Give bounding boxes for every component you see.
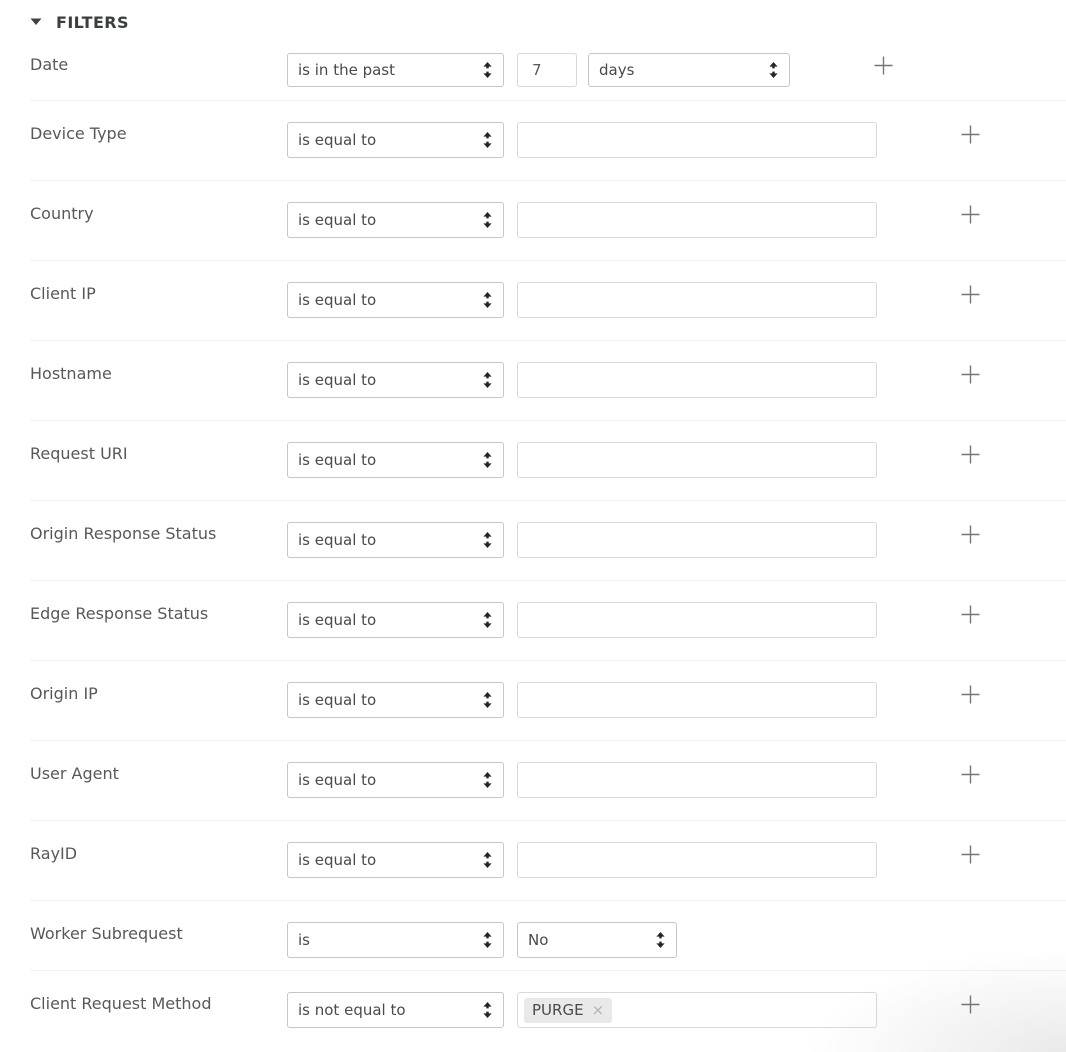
select-stepper-icon <box>483 62 492 78</box>
select-stepper-icon <box>769 62 778 78</box>
filter-value-input[interactable] <box>517 842 877 878</box>
add-filter-button[interactable] <box>961 685 980 704</box>
filter-row <box>30 901 1066 971</box>
filter-row-label: Client IP <box>30 284 96 303</box>
filter-row-controls <box>287 762 980 798</box>
add-filter-button[interactable] <box>961 845 980 864</box>
select-stepper-icon <box>483 692 492 708</box>
operator-select[interactable] <box>287 442 504 478</box>
select-stepper-icon <box>483 932 492 948</box>
operator-select-label: is equal to <box>298 531 377 549</box>
operator-select[interactable] <box>287 522 504 558</box>
add-filter-button[interactable] <box>874 56 893 75</box>
select-stepper-icon <box>483 132 492 148</box>
filter-row-controls <box>287 682 980 718</box>
operator-select-label: is equal to <box>298 211 377 229</box>
filter-row <box>30 261 1066 341</box>
filters-header <box>30 12 1066 32</box>
operator-select[interactable] <box>287 602 504 638</box>
filter-row <box>30 971 1066 1052</box>
add-filter-button[interactable] <box>961 525 980 544</box>
filter-row <box>30 501 1066 581</box>
add-filter-button[interactable] <box>961 205 980 224</box>
filter-value-input[interactable] <box>517 122 877 158</box>
filter-value-select[interactable] <box>517 922 677 958</box>
filter-value-input[interactable] <box>517 282 877 318</box>
operator-select-label: is equal to <box>298 131 377 149</box>
filter-row-label: Origin IP <box>30 684 98 703</box>
select-stepper-icon <box>483 292 492 308</box>
select-stepper-icon <box>656 932 665 948</box>
select-stepper-icon <box>483 1002 492 1018</box>
filters-title: FILTERS <box>56 12 129 32</box>
operator-select[interactable] <box>287 992 504 1028</box>
filter-row-label: Hostname <box>30 364 112 383</box>
select-stepper-icon <box>483 452 492 468</box>
duration-unit-select-label: days <box>599 61 635 79</box>
tag-chip-label: PURGE <box>532 1001 584 1019</box>
filter-row <box>30 32 1066 101</box>
operator-select[interactable] <box>287 53 504 87</box>
filter-row-controls <box>287 122 980 158</box>
filter-row-controls <box>287 992 980 1028</box>
filter-row-controls <box>287 522 980 558</box>
select-stepper-icon <box>483 772 492 788</box>
collapse-caret-icon[interactable] <box>30 18 42 26</box>
operator-select-label: is equal to <box>298 851 377 869</box>
add-filter-button[interactable] <box>961 285 980 304</box>
tag-remove-icon[interactable]: × <box>591 1000 605 1019</box>
add-filter-button[interactable] <box>961 365 980 384</box>
operator-select-label: is equal to <box>298 451 377 469</box>
filter-value-input[interactable] <box>517 602 877 638</box>
filter-row <box>30 581 1066 661</box>
duration-value-input[interactable] <box>517 53 577 87</box>
operator-select[interactable] <box>287 922 504 958</box>
operator-select[interactable] <box>287 682 504 718</box>
operator-select[interactable] <box>287 362 504 398</box>
operator-select[interactable] <box>287 762 504 798</box>
filter-row-label: Date <box>30 55 69 74</box>
operator-select-label: is equal to <box>298 611 377 629</box>
operator-select[interactable] <box>287 202 504 238</box>
filter-row-label: Request URI <box>30 444 128 463</box>
filter-row-controls <box>287 442 980 478</box>
filter-row <box>30 421 1066 501</box>
select-stepper-icon <box>483 852 492 868</box>
filter-row-label: Edge Response Status <box>30 604 209 623</box>
add-filter-button[interactable] <box>961 605 980 624</box>
add-filter-button[interactable] <box>961 765 980 784</box>
duration-unit-select[interactable] <box>588 53 790 87</box>
tags-value-input[interactable] <box>517 992 877 1028</box>
filter-row-label: User Agent <box>30 764 119 783</box>
add-filter-button[interactable] <box>961 445 980 464</box>
filter-value-input[interactable] <box>517 522 877 558</box>
filter-row-controls <box>287 922 677 958</box>
filter-row-label: Client Request Method <box>30 994 212 1013</box>
filter-value-select-label: No <box>528 931 549 949</box>
filter-row-label: Device Type <box>30 124 127 143</box>
operator-select[interactable] <box>287 842 504 878</box>
filter-row <box>30 101 1066 181</box>
operator-select[interactable] <box>287 122 504 158</box>
select-stepper-icon <box>483 372 492 388</box>
filter-row-label: Country <box>30 204 94 223</box>
operator-select[interactable] <box>287 282 504 318</box>
filter-row-controls <box>287 53 893 87</box>
filter-rows <box>30 32 1066 1052</box>
filter-row <box>30 341 1066 421</box>
filter-value-input[interactable] <box>517 762 877 798</box>
tag-chip <box>524 998 612 1023</box>
filter-row-label: RayID <box>30 844 78 863</box>
operator-select-label: is equal to <box>298 691 377 709</box>
filter-row-label: Worker Subrequest <box>30 924 183 943</box>
filter-row-controls <box>287 202 980 238</box>
filter-value-input[interactable] <box>517 362 877 398</box>
filter-value-input[interactable] <box>517 202 877 238</box>
filter-row <box>30 181 1066 261</box>
add-filter-button[interactable] <box>961 995 980 1014</box>
select-stepper-icon <box>483 212 492 228</box>
filter-row <box>30 821 1066 901</box>
filter-value-input[interactable] <box>517 682 877 718</box>
operator-select-label: is equal to <box>298 291 377 309</box>
filter-value-input[interactable] <box>517 442 877 478</box>
filter-row-controls <box>287 282 980 318</box>
filter-row <box>30 661 1066 741</box>
add-filter-button[interactable] <box>961 125 980 144</box>
operator-select-label: is equal to <box>298 371 377 389</box>
filter-row-label: Origin Response Status <box>30 524 217 543</box>
filter-row-controls <box>287 602 980 638</box>
operator-select-label: is in the past <box>298 61 395 79</box>
select-stepper-icon <box>483 532 492 548</box>
filter-row-controls <box>287 842 980 878</box>
filter-row <box>30 741 1066 821</box>
filter-row-controls <box>287 362 980 398</box>
operator-select-label: is <box>298 931 310 949</box>
select-stepper-icon <box>483 612 492 628</box>
operator-select-label: is not equal to <box>298 1001 406 1019</box>
operator-select-label: is equal to <box>298 771 377 789</box>
